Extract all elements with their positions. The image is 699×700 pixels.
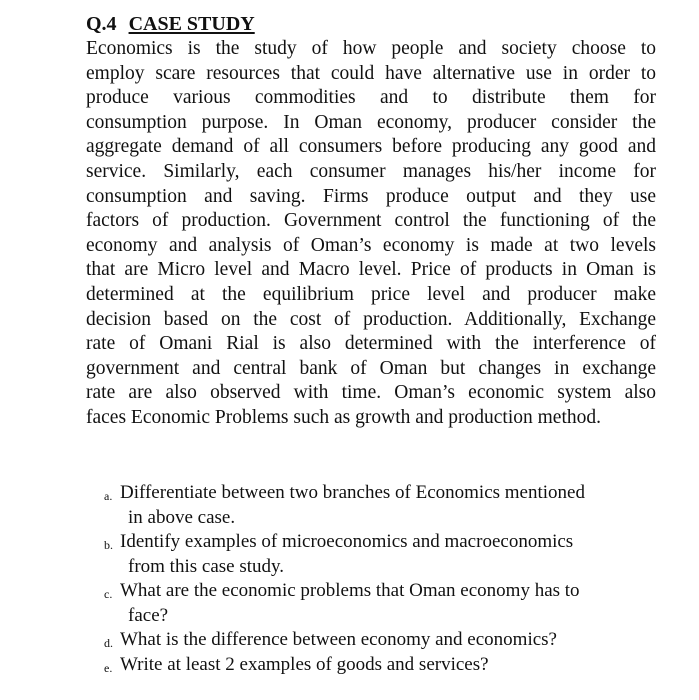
paragraph-line: rate are also observed with time. Oman’s economic system also (86, 382, 656, 404)
question-number: Q.4 (86, 13, 117, 35)
paragraph-line: economy and analysis of Oman’s economy is made at two levels (86, 234, 656, 256)
paragraph-line: employ scare resources that could have alternative use in order to (86, 62, 656, 84)
question-heading (86, 11, 255, 37)
case-study-title: CASE STUDY (128, 13, 255, 35)
case-study-paragraph (86, 37, 656, 431)
question-marker: a. (104, 489, 113, 503)
question-text: Identify examples of microeconomics and macroeconomics (120, 531, 574, 552)
paragraph-line: consumption purpose. In Oman economy, producer consider the (86, 111, 656, 133)
paragraph-line: rate of Omani Rial is also determined with the interference of (86, 333, 656, 355)
question-marker: d. (104, 636, 113, 650)
question-list (0, 481, 699, 677)
paragraph-line: produce various commodities and to distribute them for (86, 87, 656, 109)
paragraph-line: faces Economic Problems such as growth and production method. (86, 406, 602, 428)
question-item-a (0, 481, 699, 530)
paragraph-line: government and central bank of Oman but changes in exchange (86, 357, 656, 379)
paragraph-line: consumption and saving. Firms produce output and they use (86, 185, 656, 207)
paragraph-line: that are Micro level and Macro level. Price of products in Oman is (86, 259, 656, 281)
paragraph-line: factors of production. Government control the functioning of the (86, 210, 656, 232)
question-item-e (0, 653, 699, 678)
question-text: in above case. (128, 506, 236, 528)
paragraph-line: decision based on the cost of production. Additionally, Exchange (86, 308, 656, 330)
question-text: Write at least 2 examples of goods and services? (120, 653, 489, 675)
paragraph-line: service. Similarly, each consumer manages his/her income for (86, 160, 656, 182)
question-text: Differentiate between two branches of Economics mentioned (120, 482, 585, 503)
question-text: What are the economic problems that Oman economy has to (120, 580, 580, 601)
question-item-b (0, 530, 699, 579)
question-text: What is the difference between economy and economics? (120, 629, 557, 650)
question-text: face? (128, 604, 169, 626)
question-item-d (0, 628, 699, 653)
question-text: from this case study. (128, 555, 285, 577)
question-marker: c. (104, 587, 113, 601)
question-marker: e. (104, 660, 113, 675)
question-marker: b. (104, 538, 113, 552)
paragraph-line: determined at the equilibrium price level and producer make (86, 283, 656, 305)
paragraph-line: aggregate demand of all consumers before producing any good and (86, 136, 656, 158)
paragraph-line: Economics is the study of how people and society choose to (86, 38, 656, 59)
question-item-c (0, 579, 699, 628)
